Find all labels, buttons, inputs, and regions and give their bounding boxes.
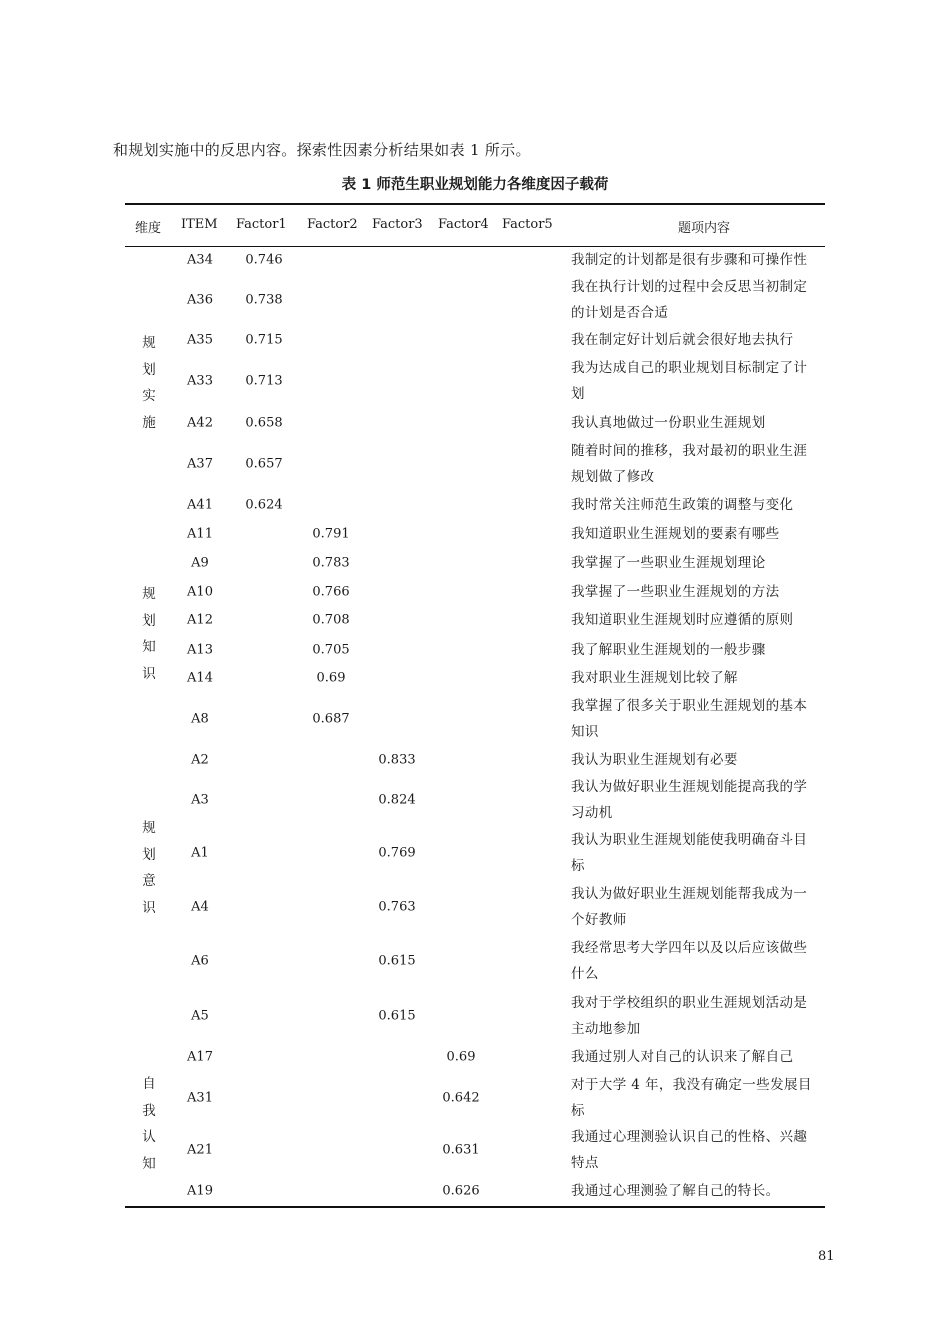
factor-loading: 0.715 — [245, 332, 283, 348]
factor-loading: 0.631 — [442, 1142, 480, 1158]
factor-loading: 0.624 — [245, 497, 283, 513]
table-top-rule — [125, 203, 825, 205]
factor-loading: 0.615 — [378, 1008, 416, 1024]
factor-loading: 0.738 — [245, 292, 283, 308]
item-content: 对于大学 4 年，我没有确定一些发展目标 — [571, 1077, 812, 1119]
item-code: A2 — [191, 752, 209, 768]
item-content: 我认真地做过一份职业生涯规划 — [571, 415, 766, 431]
factor-loading: 0.713 — [245, 373, 283, 389]
item-code: A34 — [187, 252, 213, 268]
factor-loading: 0.657 — [245, 456, 283, 472]
header-factor3: Factor3 — [372, 217, 423, 232]
item-content: 我认为职业生涯规划能使我明确奋斗目标 — [571, 832, 808, 874]
intro-paragraph: 和规划实施中的反思内容。探索性因素分析结果如表 1 所示。 — [113, 141, 531, 159]
factor-loading: 0.615 — [378, 953, 416, 969]
item-content: 我认为做好职业生涯规划能帮我成为一个好教师 — [571, 886, 808, 928]
item-code: A1 — [191, 845, 209, 861]
factor-loading: 0.658 — [245, 415, 283, 431]
header-item: ITEM — [181, 217, 218, 232]
item-content: 我掌握了一些职业生涯规划理论 — [571, 555, 766, 571]
header-content: 题项内容 — [678, 221, 731, 236]
item-content: 我对于学校组织的职业生涯规划活动是主动地参加 — [571, 995, 808, 1037]
table-caption: 表 1 师范生职业规划能力各维度因子载荷 — [341, 177, 609, 193]
header-factor4: Factor4 — [438, 217, 489, 232]
item-code: A3 — [191, 792, 209, 808]
table-bottom-rule — [125, 1206, 825, 1208]
item-content: 我时常关注师范生政策的调整与变化 — [571, 497, 794, 513]
item-code: A6 — [191, 953, 209, 969]
item-code: A37 — [187, 456, 213, 472]
item-code: A35 — [187, 332, 213, 348]
item-code: A10 — [187, 584, 213, 600]
dimension-label: 规划实施 — [142, 335, 156, 431]
item-code: A13 — [187, 642, 213, 658]
item-code: A8 — [191, 711, 209, 727]
item-code: A9 — [191, 555, 209, 571]
item-code: A4 — [191, 899, 209, 915]
header-factor2: Factor2 — [307, 217, 358, 232]
item-code: A19 — [187, 1183, 213, 1199]
factor-loading: 0.746 — [245, 252, 283, 268]
item-content: 我掌握了很多关于职业生涯规划的基本知识 — [571, 698, 808, 740]
item-content: 我通过心理测验了解自己的特长。 — [571, 1183, 780, 1199]
item-content: 我在制定好计划后就会很好地去执行 — [571, 332, 794, 348]
factor-loading: 0.763 — [378, 899, 416, 915]
item-code: A5 — [191, 1008, 209, 1024]
item-code: A41 — [187, 497, 213, 513]
header-factor5: Factor5 — [502, 217, 553, 232]
item-content: 我为达成自己的职业规划目标制定了计划 — [571, 360, 808, 402]
factor-loading: 0.69 — [446, 1049, 476, 1065]
item-code: A42 — [187, 415, 213, 431]
factor-loading: 0.769 — [378, 845, 416, 861]
header-factor1: Factor1 — [236, 217, 287, 232]
factor-loading: 0.783 — [312, 555, 350, 571]
factor-loading: 0.705 — [312, 642, 350, 658]
item-code: A21 — [187, 1142, 213, 1158]
item-content: 随着时间的推移，我对最初的职业生涯规划做了修改 — [571, 443, 808, 485]
item-code: A31 — [187, 1090, 213, 1106]
dimension-label: 规划知识 — [142, 586, 156, 682]
factor-loading: 0.766 — [312, 584, 350, 600]
item-content: 我了解职业生涯规划的一般步骤 — [571, 642, 766, 658]
item-content: 我经常思考大学四年以及以后应该做些什么 — [571, 940, 808, 982]
item-code: A14 — [187, 670, 213, 686]
item-content: 我在执行计划的过程中会反思当初制定的计划是否合适 — [571, 279, 808, 321]
header-dimension: 维度 — [135, 221, 162, 236]
item-content: 我通过心理测验认识自己的性格、兴趣特点 — [571, 1129, 808, 1171]
factor-loading: 0.824 — [378, 792, 416, 808]
factor-loading: 0.708 — [312, 612, 350, 628]
page-number: 81 — [818, 1249, 835, 1264]
item-content: 我知道职业生涯规划时应遵循的原则 — [571, 612, 794, 628]
factor-loading: 0.791 — [312, 526, 350, 542]
item-code: A36 — [187, 292, 213, 308]
factor-loading: 0.833 — [378, 752, 416, 768]
dimension-label: 规划意识 — [142, 820, 156, 916]
dimension-label: 自我认知 — [142, 1076, 156, 1172]
item-content: 我通过别人对自己的认识来了解自己 — [571, 1049, 794, 1065]
factor-loading: 0.69 — [316, 670, 346, 686]
item-code: A12 — [187, 612, 213, 628]
item-content: 我对职业生涯规划比较了解 — [571, 670, 738, 686]
factor-loading: 0.687 — [312, 711, 350, 727]
item-code: A11 — [187, 526, 213, 542]
item-content: 我制定的计划都是很有步骤和可操作性 — [571, 252, 808, 268]
item-content: 我掌握了一些职业生涯规划的方法 — [571, 584, 780, 600]
item-content: 我认为做好职业生涯规划能提高我的学习动机 — [571, 779, 808, 821]
item-code: A17 — [187, 1049, 213, 1065]
factor-loading: 0.642 — [442, 1090, 480, 1106]
item-content: 我认为职业生涯规划有必要 — [571, 752, 738, 768]
factor-loading: 0.626 — [442, 1183, 480, 1199]
item-code: A33 — [187, 373, 213, 389]
item-content: 我知道职业生涯规划的要素有哪些 — [571, 526, 780, 542]
